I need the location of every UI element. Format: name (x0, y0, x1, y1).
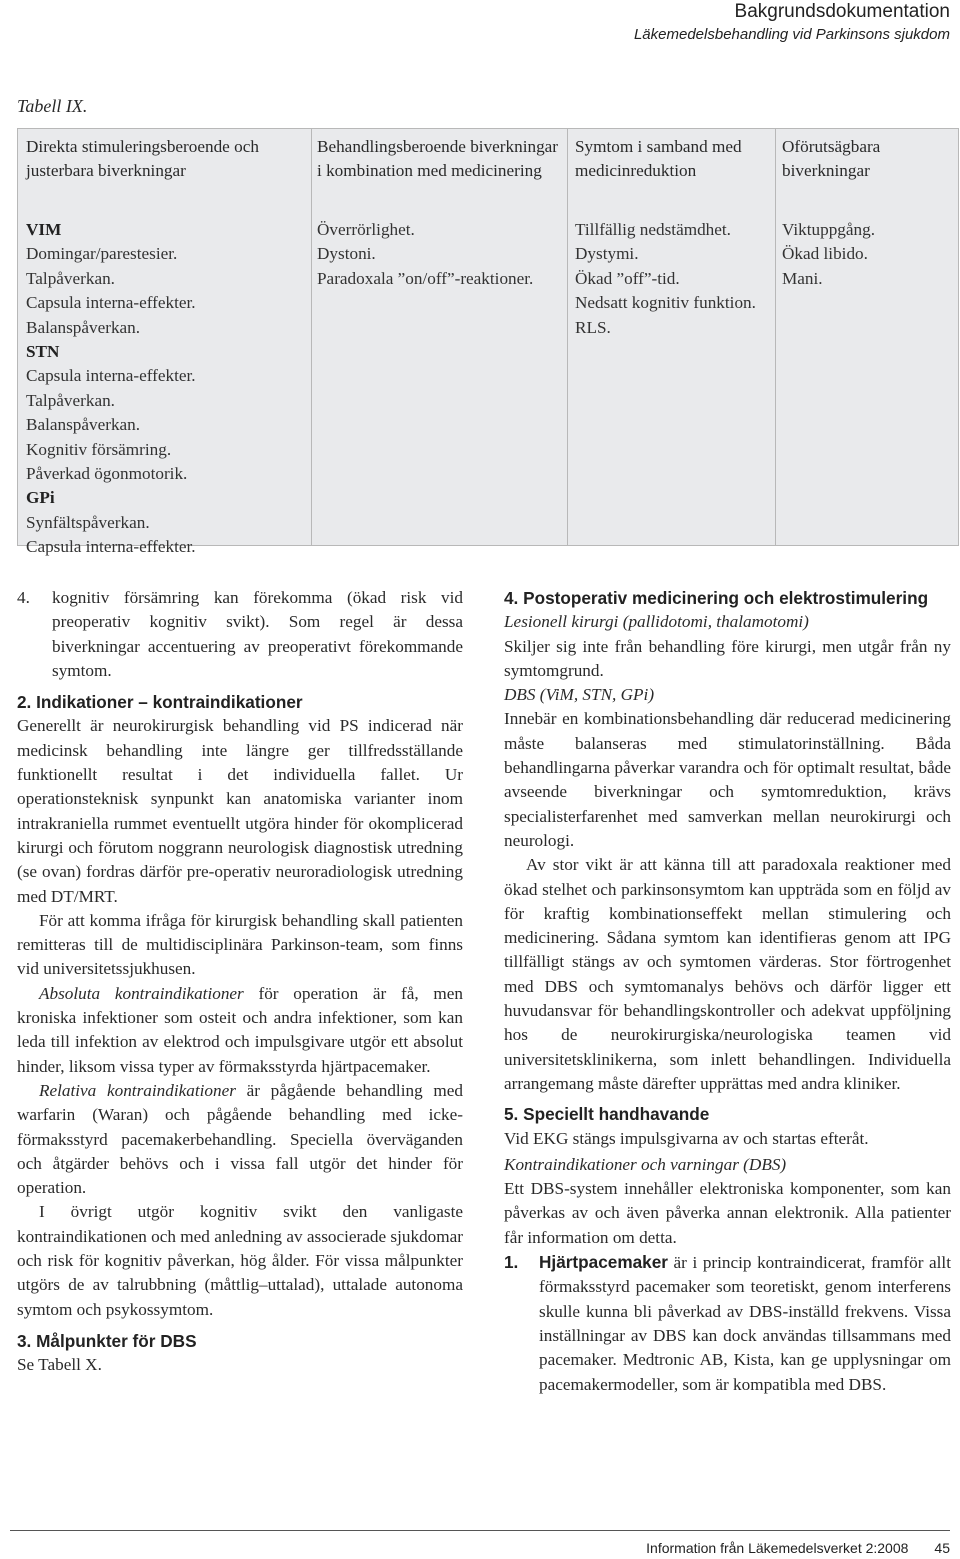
table-cell-item: GPi (26, 488, 55, 508)
footer-rule (10, 1530, 950, 1531)
list-item-1 (504, 1250, 951, 1397)
left-text-column (17, 586, 463, 1378)
column-header: Behandlingsberoende biverkningar i kombination med medicinering (317, 137, 559, 181)
table-cell-item: Ökad ”off”-tid. (575, 268, 680, 288)
table-column-3 (575, 129, 775, 545)
running-header (634, 0, 950, 46)
paragraph-text: är pågående behandling med warfarin (Waran) och pågående behandling med icke-förmaksstyrd pacemakerbehandling. Speciella överväganden och åtgärder behövs och i vissa fall utgör det hinder för operation. (17, 1080, 463, 1198)
column-divider (775, 129, 776, 545)
section-5-heading: 5. Speciellt handhavande (504, 1104, 710, 1125)
table-cell-item: Synfältspåverkan. (26, 512, 150, 532)
table-cell-item: Talpåverkan. (26, 268, 115, 288)
page-footer (646, 1540, 950, 1556)
section-4-paragraph-1: Skiljer sig inte från behandling före kirurgi, men utgår från ny symtomgrund. (504, 636, 951, 680)
absolute-contraindications-label: Absoluta kontraindikationer (39, 983, 244, 1003)
page-number: 45 (934, 1540, 950, 1556)
table-cell-item: Tillfällig nedstämdhet. (575, 220, 731, 239)
table-cell-item: Domingar/parestesier. (26, 244, 178, 264)
table-cell-item: Mani. (782, 268, 823, 288)
table-column-2 (317, 129, 562, 545)
table-cell-item: Capsula interna-effekter. (26, 537, 196, 557)
table-column-4 (782, 129, 954, 545)
section-4-subheading-1: Lesionell kirurgi (pallidotomi, thalamotomi) (504, 612, 809, 632)
table-cell-item: Ökad libido. (782, 244, 868, 264)
list-item-4 (17, 586, 463, 683)
list-text: kognitiv försämring kan förekomma (ökad risk vid preoperativ kognitiv svikt). Som regel är dessa biverkningar accentuering av preoperativt förekommande symtom. (52, 588, 463, 680)
table-cell-item: Nedsatt kognitiv funktion. (575, 293, 756, 313)
column-divider (567, 129, 568, 545)
section-4-paragraph-3: Av stor vikt är att känna till att paradoxala reaktioner med ökad stelhet och parkinsonsymtom kan uppträda som en följd av för kraftig kombinationseffekt mellan stimulering och medicinering. Sådana symtom kan identifieras genom att IPG tillfälligt stängs av och symtomen värderas. Stor förtrogenhet med DBS och symtomanalys behövs och därför ligger ett huvudansvar för behandlingskontroller och adekvat uppföljning hos de neurokirurgiska/neurologiska teamen vid universitetsklinikerna, som inlett behandlingen. Individuella arrangemang måste därefter upprättas med andra kliniker. (504, 855, 951, 1093)
section-2-paragraph-2: För att komma ifråga för kirurgisk behandling skall patienten remitteras till de multidisciplinära Parkinson-team, som finns vid universitetssjukhusen. (17, 910, 463, 979)
table-cell-item: Viktuppgång. (782, 220, 876, 239)
section-4-heading: 4. Postoperativ medicinering och elektrostimulering (504, 588, 929, 608)
section-2-paragraph-4 (17, 1079, 463, 1200)
column-items (782, 218, 954, 291)
relative-contraindications-label: Relativa kontraindikationer (39, 1080, 236, 1100)
section-3-heading: 3. Målpunkter för DBS (17, 1330, 197, 1351)
section-2-paragraph-1: Generellt är neurokirurgisk behandling vid PS indicerad när medicinsk behandling inte längre ger tillfredsställande funktionellt resultat i det individuella fallet. Ur operationsteknisk synpunkt kan anatomiska varianter inom intrakraniella rummet eventuellt utgöra hinder för okomplicerad kirurgi och förutom noggrann neurologisk diagnostisk utredning (se ovan) fordras därför pre-operativ neuroradiologisk utredning med DT/MRT. (17, 716, 463, 906)
list-number: 4. (17, 588, 30, 607)
table-cell-item: Capsula interna-effekter. (26, 366, 196, 386)
pacemaker-term: Hjärtpacemaker (539, 1252, 668, 1273)
section-4-paragraph-2: Innebär en kombinationsbehandling där reducerad medicinering måste balanseras med stimulatorinställning. Båda behandlingarna påverkar varandra och för optimalt resultat, både avseende biverkningar och symtomreduktion, krävs specialisterfarenhet med samverkan mellan neurokirurgi och neurologi. (504, 709, 951, 850)
section-4-subheading-2: DBS (ViM, STN, GPi) (504, 685, 655, 705)
section-2-paragraph-5: I övrigt utgör kognitiv svikt den vanligaste kontraindikationen och med anledning av associerade sjukdomar och risk för kognitiv påverkan, hög ålder. För vissa målpunkter utgörs de av talrubbning (måttlig–uttalad), uttalade autonoma symtom och psykossymtom. (17, 1202, 463, 1319)
table-cell-item: Kognitiv försämring. (26, 439, 172, 459)
section-2-paragraph-3 (17, 982, 463, 1079)
list-text: är i princip kontraindicerat, framför allt förmaksstyrd pacemaker som teoretiskt, genom interferens skulle kunna bli påverkad av DBS-inställd frekvens. Vissa inställningar av DBS kan dock användas tillsammans med pacemaker. Medtronic AB, Kista, kan ge upplysningar om pacemakermodeller, som är kompatibla med DBS. (539, 1253, 951, 1394)
table-cell-item: Balanspåverkan. (26, 415, 141, 435)
table-cell-item: Påverkad ögonmotorik. (26, 464, 188, 484)
footer-source: Information från Läkemedelsverket 2:2008 (646, 1540, 909, 1556)
table-cell-item: VIM (26, 220, 62, 239)
side-effects-table (17, 128, 959, 557)
table-cell-item: Överrörlighet. (317, 220, 415, 239)
header-subtitle: Läkemedelsbehandling vid Parkinsons sjukdom (633, 26, 950, 43)
table-cell-item: STN (26, 342, 60, 362)
header-title: Bakgrundsdokumentation (734, 1, 950, 22)
section-3-text: Se Tabell X. (17, 1355, 102, 1375)
table-cell-item: RLS. (575, 317, 611, 337)
table-cell-item: Balanspåverkan. (26, 317, 141, 337)
section-2-heading: 2. Indikationer – kontraindikationer (17, 692, 303, 713)
table-cell-item: Capsula interna-effekter. (26, 293, 196, 313)
right-text-column (504, 586, 951, 1397)
column-divider (311, 129, 312, 545)
list-number: 1. (504, 1252, 519, 1273)
section-5-subheading: Kontraindikationer och varningar (DBS) (504, 1154, 787, 1174)
paragraph-text: för operation är få, men kroniska infektioner som osteit och andra infektioner, som kan leda till infektion av elektrod och impulsgivare utgör ett absolut hinder, liksom vissa typer av förmaksstyrda hjärtpacemaker. (17, 983, 463, 1076)
table-cell-item: Dystoni. (317, 244, 376, 264)
table-cell-item: Dystymi. (575, 244, 639, 264)
column-items (575, 218, 775, 340)
table-cell-item: Talpåverkan. (26, 390, 115, 410)
table-caption: Tabell IX. (17, 96, 88, 116)
table-cell-item: Paradoxala ”on/off”-reaktioner. (317, 268, 534, 288)
table-column-1 (26, 129, 306, 557)
column-items (317, 218, 562, 291)
section-5-paragraph-1: Vid EKG stängs impulsgivarna av och startas efteråt. (504, 1128, 869, 1148)
column-items (26, 218, 306, 560)
column-header: Symtom i samband med medicinreduktion (575, 137, 742, 181)
column-header: Direkta stimuleringsberoende och justerbara biverkningar (26, 137, 259, 181)
section-5-paragraph-2: Ett DBS-system innehåller elektroniska komponenter, som kan påverkas av och även påverka annan elektronik. Alla patienter får information om detta. (504, 1179, 951, 1247)
column-header: Oförutsägbara biverkningar (782, 137, 881, 181)
